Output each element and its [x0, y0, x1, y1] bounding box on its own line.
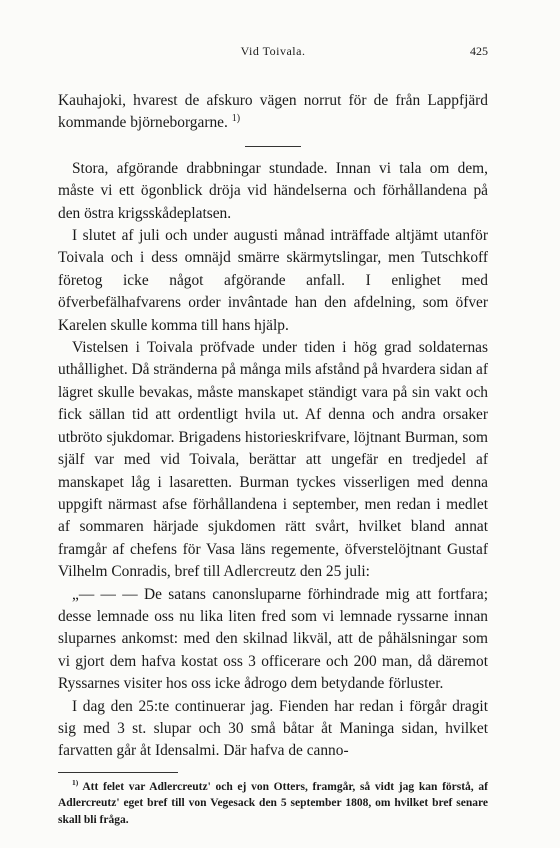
section-divider — [245, 146, 301, 147]
footnote-text: Att felet var Adlercreutz' och ej von Otters, framgår, så vidt jag kan förstå, af Adlercreutz' eget bref till von Vegesack den 5 september 1808, om hvilket bref senare skall bli fråga. — [58, 780, 488, 826]
footnote-marker: 1) — [72, 777, 79, 787]
body-text — [58, 90, 488, 828]
quoted-letter-paragraph: „— — — De satans canonsluparne förhindrade mig att fortfara; desse lemnade oss nu lika liten fred som vi lemnade ryssarne innan sluparnes ankomst: med den skilnad likväl, att de påhälsningar som vi gjort dem hafva kostat oss 3 officerare och 200 man, då däremot Ryssarnes visiter hos oss icke ådrogo dem betydande förluster. — [58, 585, 488, 693]
paragraph: Vistelsen i Toivala pröfvade under tiden i hög grad soldaternas uthållighet. Då stränderna på många mils afstånd på hvardera sidan af lägret skulle bevakas, måste manskapet ständigt vara på sin vakt och fick sällan tid att ordentligt hvila ut. Af denna och andra orsaker utbröto sjukdomar. Brigadens historieskrifvare, löjtnant Burman, som själf var med vid Toivala, berättar att ungefär en tredjedel af manskapet låg i lasaretten. Burman tyckes visserligen med denna uppgift närmast afse förhållandena i september, men redan i medlet af sommaren härjade sjukdomen rätt svårt, hvilket bland annat framgår af chefens för Vasa läns regemente, öfverstelöjtnant Gustaf Vilhelm Conradis, bref till Adlercreutz den 25 juli: — [58, 339, 488, 581]
paragraph: I dag den 25:te continuerar jag. Fienden har redan i förgår dragit sig med 3 st. slupar och 30 små båtar åt Maninga sidan, hvilket farvatten går åt Idensalmi. Där hafva de canno- — [58, 697, 488, 760]
running-title: Vid Toivala. — [240, 44, 306, 58]
paragraph — [58, 90, 488, 135]
running-header — [58, 44, 488, 62]
page-number: 425 — [470, 44, 488, 58]
paragraph: I slutet af juli och under augusti månad inträffade altjämt utanför Toivala och i dess omnäjd smärre skärmytslingar, men Tutschkoff företog icke något afgörande anfall. I enlighet med öfverbefälhafvarens order invântade han den afdelning, som öfver Karelen skulle komma till hans hjälp. — [58, 227, 488, 334]
footnote-reference: 1) — [231, 113, 241, 125]
footnote — [58, 779, 488, 829]
paragraph: Stora, afgörande drabbningar stundade. Innan vi tala om dem, måste vi ett ögonblick dröja vid händelserna och förhållandena på den östra krigsskådeplatsen. — [58, 159, 488, 222]
paragraph-text: Kauhajoki, hvarest de afskuro vägen norrut för de från Lappfjärd kommande björneborgarne. — [58, 92, 488, 132]
footnote-divider — [58, 772, 178, 773]
